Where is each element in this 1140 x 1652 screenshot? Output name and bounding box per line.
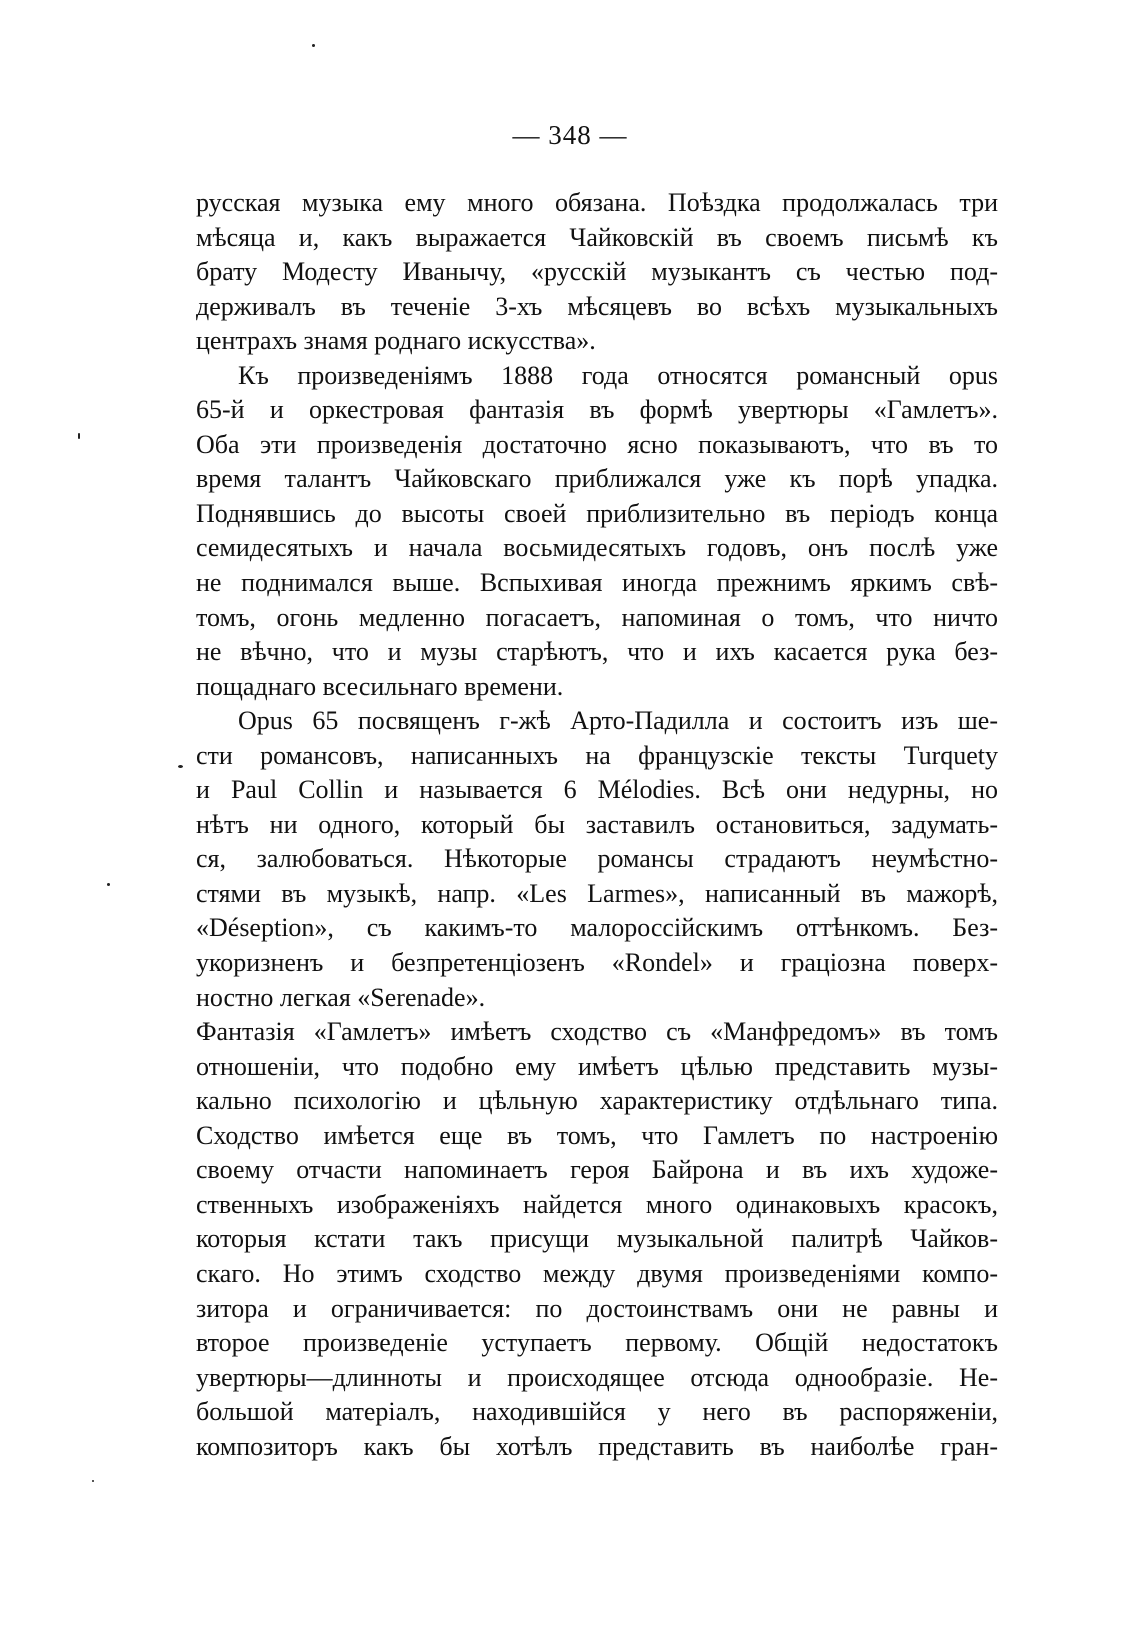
scan-speck [78, 433, 80, 439]
text-line: не вѣчно, что и музы старѣютъ, что и ихъ касается рука без- [196, 637, 998, 667]
scan-speck [107, 883, 110, 886]
text-line: кально психологію и цѣльную характеристику отдѣльнаго типа. [196, 1086, 998, 1116]
text-line: зитора и ограничивается: по достоинствамъ они не равны и [196, 1293, 998, 1323]
text-line: не поднимался выше. Вспыхивая иногда прежнимъ яркимъ свѣ- [196, 568, 998, 598]
text-line: ся, залюбоваться. Нѣкоторые романсы страдаютъ неумѣстно- [196, 844, 998, 874]
scan-speck [178, 765, 183, 768]
text-line: увертюры—длинноты и происходящее отсюда однообразіе. Не- [196, 1362, 998, 1392]
text-line: второе произведеніе уступаетъ первому. Общій недостатокъ [196, 1328, 998, 1358]
paragraph-start-line: Къ произведеніямъ 1888 года относятся романсный opus [238, 360, 998, 390]
text-line: держивалъ въ теченіе 3-хъ мѣсяцевъ во всѣхъ музыкальныхъ [196, 291, 998, 321]
text-line: сти романсовъ, написанныхъ на французскіе тексты Turquety [196, 740, 998, 770]
text-line: и Paul Collin и называется 6 Mélodies. Всѣ они недурны, но [196, 775, 998, 805]
text-line: которыя кстати такъ присущи музыкальной палитрѣ Чайков- [196, 1224, 998, 1254]
page-number: — 348 — [512, 120, 628, 150]
text-line: семидесятыхъ и начала восьмидесятыхъ годовъ, онъ послѣ уже [196, 533, 998, 563]
text-line: своему отчасти напоминаетъ героя Байрона и въ ихъ художе- [196, 1155, 998, 1185]
text-line: Сходство имѣется еще въ томъ, что Гамлетъ по настроенію [196, 1120, 998, 1150]
paragraph-start-line: Фантазія «Гамлетъ» имѣетъ сходство съ «Манфредомъ» въ томъ [196, 1017, 998, 1047]
text-line: ностно легкая «Serenade». [196, 982, 486, 1012]
text-line: стями въ музыкѣ, напр. «Les Larmes», написанный въ мажорѣ, [196, 878, 998, 908]
scan-speck [92, 1480, 94, 1482]
text-line: нѣтъ ни одного, который бы заставилъ остановиться, задумать- [196, 809, 998, 839]
text-line: мѣсяца и, какъ выражается Чайковскій въ своемъ письмѣ къ [196, 222, 998, 252]
text-line: скаго. Но этимъ сходство между двумя произведеніями компо- [196, 1258, 998, 1288]
text-line: пощаднаго всесильнаго времени. [196, 671, 564, 701]
text-line: время талантъ Чайковскаго приближался уже къ порѣ упадка. [196, 464, 998, 494]
text-line: композиторъ какъ бы хотѣлъ представить въ наиболѣе гран- [196, 1431, 998, 1461]
text-line: русская музыка ему много обязана. Поѣздка продолжалась три [196, 188, 998, 217]
paragraph-start-line: Opus 65 посвященъ г-жѣ Арто-Падилла и состоитъ изъ ше- [238, 706, 998, 736]
text-line: брату Модесту Иванычу, «русскій музыкантъ съ честью под- [196, 257, 998, 287]
scan-speck [312, 44, 315, 47]
text-line: Оба эти произведенія достаточно ясно показываютъ, что въ то [196, 429, 998, 459]
body-text [196, 186, 998, 1464]
text-line: томъ, огонь медленно погасаетъ, напоминая о томъ, что ничто [196, 602, 998, 632]
text-line: большой матеріалъ, находившійся у него въ распоряженіи, [196, 1397, 998, 1427]
text-line: центрахъ знамя роднаго искусства». [196, 326, 596, 356]
text-line: отношеніи, что подобно ему имѣетъ цѣлью представить музы- [196, 1051, 998, 1081]
text-line: 65-й и оркестровая фантазія въ формѣ увертюры «Гамлетъ». [196, 395, 998, 425]
text-line: ственныхъ изображеніяхъ найдется много одинаковыхъ красокъ, [196, 1189, 998, 1219]
text-line: укоризненъ и безпретенціозенъ «Rondel» и граціозна поверх- [196, 948, 998, 978]
text-line: «Déseption», съ какимъ-то малороссійскимъ оттѣнкомъ. Без- [196, 913, 998, 943]
text-line: Поднявшись до высоты своей приблизительно въ періодъ конца [196, 498, 998, 528]
